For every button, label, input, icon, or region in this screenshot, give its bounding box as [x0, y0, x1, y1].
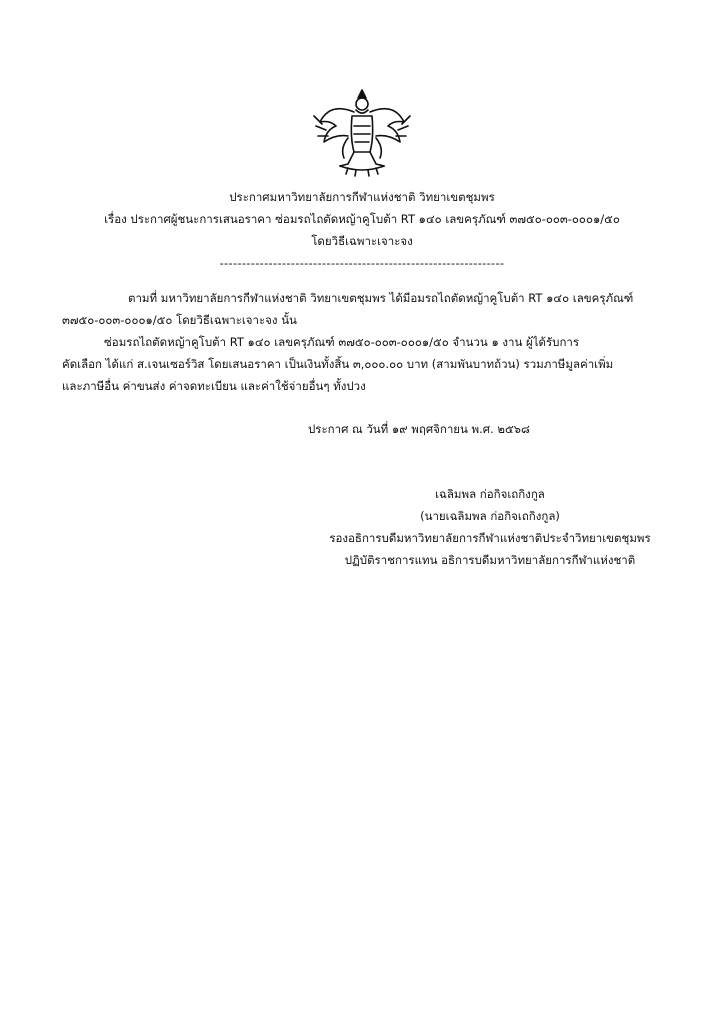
paragraph-2-line-2: คัดเลือก ได้แก่ ส.เจนเซอร์วิส โดยเสนอราคา เป็นเงินทั้งสิ้น ๓,๐๐๐.๐๐ บาท (สามพันบาทถ้วน) รวมภาษีมูลค่าเพิ่ม: [62, 357, 614, 371]
printed-name: (นายเฉลิมพล ก่อกิจเถกิงกูล): [420, 509, 560, 523]
divider: ----------------------------------------------------------------: [219, 256, 505, 270]
paragraph-1-line-1: ตามที่ มหาวิทยาลัยการกีฬาแห่งชาติ วิทยาเขตชุมพร ได้มีอมรถไถตัดหญ้าคูโบต้า RT ๑๔๐ เลขครุภัณฑ์: [128, 291, 634, 305]
signed-name: เฉลิมพล ก่อกิจเถกิงกูล: [435, 487, 545, 501]
garuda-emblem-icon: [300, 82, 424, 178]
paragraph-1-line-2: ๓๗๕๐-๐๐๓-๐๐๐๑/๕๐ โดยวิธีเฉพาะเจาะจง นั้น: [62, 313, 297, 327]
announcement-subject: เรื่อง ประกาศผู้ชนะการเสนอราคา ซ่อมรถไถตัดหญ้าคูโบต้า RT ๑๔๐ เลขครุภัณฑ์ ๓๗๕๐-๐๐๓-๐๐๐๑/๕๐: [104, 212, 620, 226]
announcement-date: ประกาศ ณ วันที่ ๑๙ พฤศจิกายน พ.ศ. ๒๕๖๘: [308, 422, 530, 436]
signer-acting-position: ปฏิบัติราชการแทน อธิการบดีมหาวิทยาลัยการกีฬาแห่งชาติ: [344, 553, 636, 567]
paragraph-2-line-1: ซ่อมรถไถตัดหญ้าคูโบต้า RT ๑๔๐ เลขครุภัณฑ์ ๓๗๕๐-๐๐๓-๐๐๐๑/๕๐ จำนวน ๑ งาน ผู้ได้รับการ: [104, 335, 580, 349]
announcement-title: ประกาศมหาวิทยาลัยการกีฬาแห่งชาติ วิทยาเขตชุมพร: [229, 190, 495, 204]
paragraph-2-line-3: และภาษีอื่น ค่าขนส่ง ค่าจดทะเบียน และค่าใช้จ่ายอื่นๆ ทั้งปวง: [62, 379, 366, 393]
procurement-method: โดยวิธีเฉพาะเจาะจง: [311, 234, 413, 248]
signer-position: รองอธิการบดีมหาวิทยาลัยการกีฬาแห่งชาติประจำวิทยาเขตชุมพร: [329, 531, 651, 545]
